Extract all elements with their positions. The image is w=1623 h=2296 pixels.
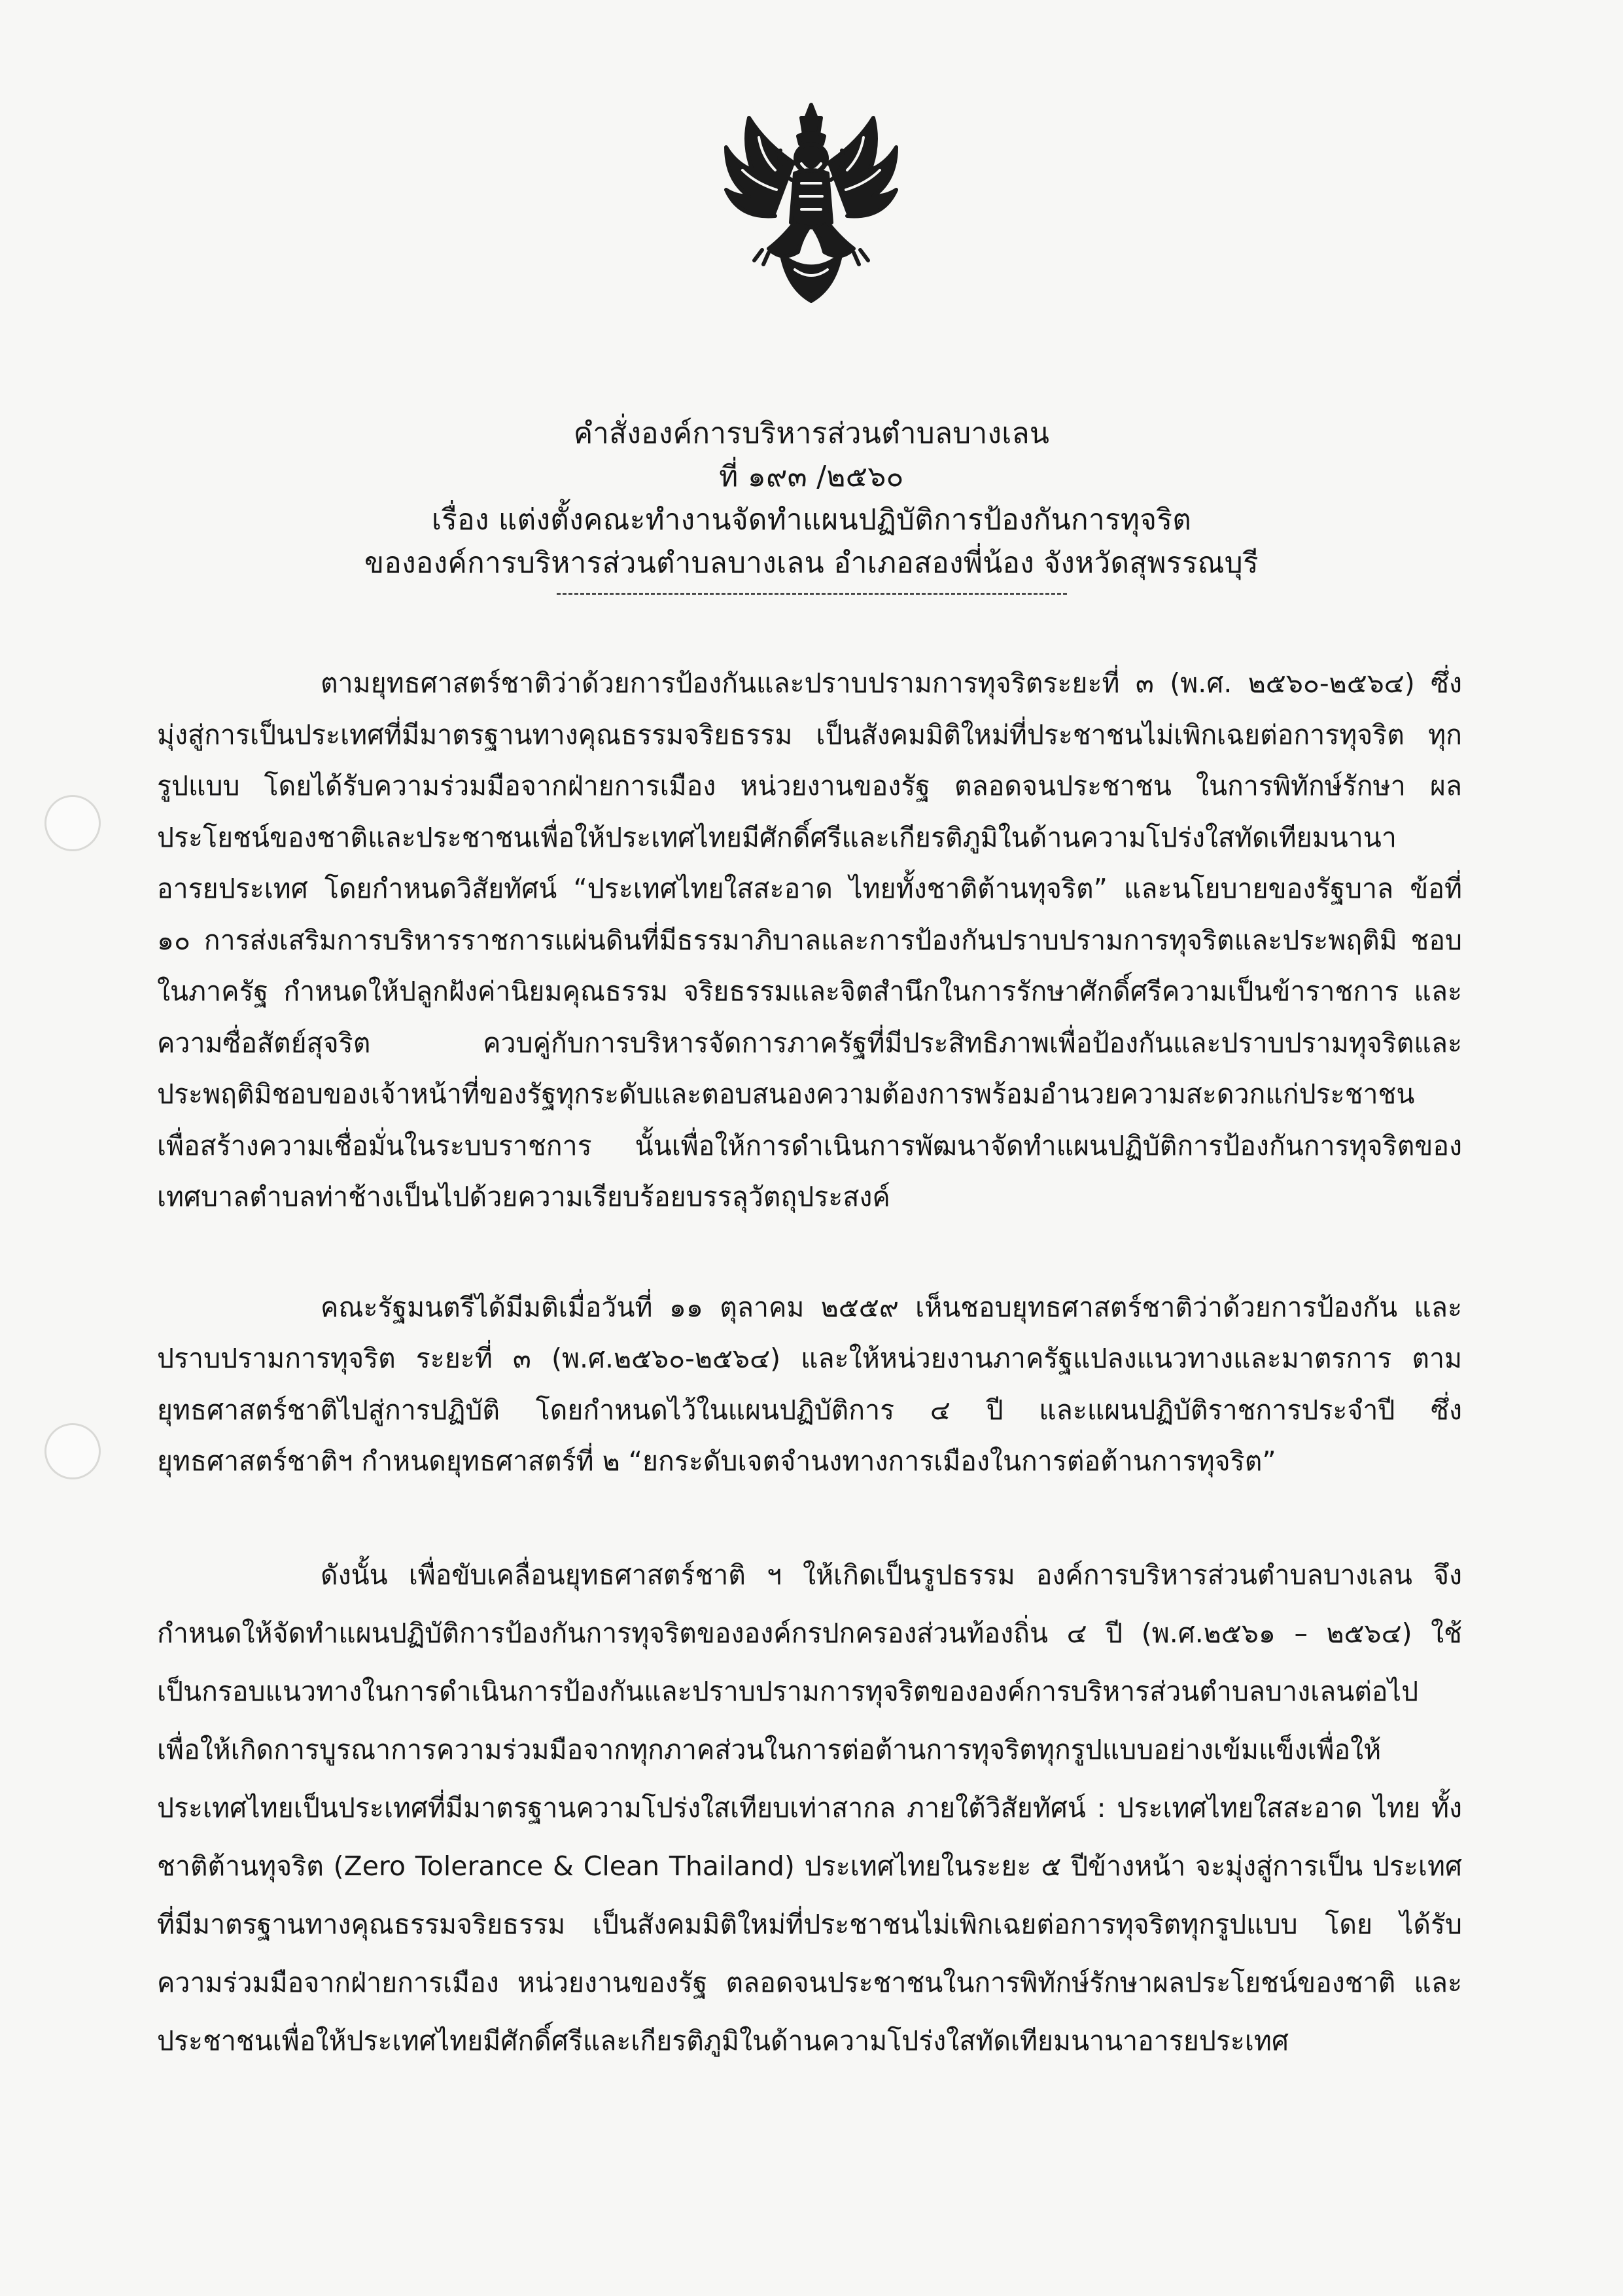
garuda-emblem-icon <box>703 98 919 314</box>
document-body <box>157 658 1462 2070</box>
order-title: คำสั่งองค์การบริหารส่วนตำบลบางเลน <box>573 417 1050 450</box>
order-number: ที่ ๑๙๓ /๒๕๖๐ <box>719 460 904 493</box>
document-header <box>196 412 1427 595</box>
punch-hole <box>44 795 101 851</box>
punch-hole <box>44 1423 101 1479</box>
body-paragraph: ตามยุทธศาสตร์ชาติว่าด้วยการป้องกันและปราบปรามการทุจริตระยะที่ ๓ (พ.ศ. ๒๕๖๐-๒๕๖๔) ซึ่งมุ่งสู่การเป็นประเทศที่มีมาตรฐานทางคุณธรรมจริยธรรม เป็นสังคมมิติใหม่ที่ประชาชนไม่เพิกเฉยต่อการทุจริต ทุกรูปแบบ โดยได้รับความร่วมมือจากฝ่ายการเมือง หน่วยงานของรัฐ ตลอดจนประชาชน ในการพิทักษ์รักษา ผลประโยชน์ของชาติและประชาชนเพื่อให้ประเทศไทยมีศักดิ์ศรีและเกียรติภูมิในด้านความโปร่งใสทัดเทียมนานา อารยประเทศ โดยกำหนดวิสัยทัศน์ “ประเทศไทยใสสะอาด ไทยทั้งชาติต้านทุจริต” และนโยบายของรัฐบาล ข้อที่ ๑๐ การส่งเสริมการบริหารราชการแผ่นดินที่มีธรรมาภิบาลและการป้องกันปราบปรามการทุจริตและประพฤติมิ ชอบในภาครัฐ กำหนดให้ปลูกฝังค่านิยมคุณธรรม จริยธรรมและจิตสำนึกในการรักษาศักดิ์ศรีความเป็นข้าราชการ และความซื่อสัตย์สุจริต ควบคู่กับการบริหารจัดการภาครัฐที่มีประสิทธิภาพเพื่อป้องกันและปราบปรามทุจริตและ ประพฤติมิชอบของเจ้าหน้าที่ของรัฐทุกระดับและตอบสนองความต้องการพร้อมอำนวยความสะดวกแก่ประชาชน เพื่อสร้างความเชื่อมั่นในระบบราชการ นั้นเพื่อให้การดำเนินการพัฒนาจัดทำแผนปฏิบัติการป้องกันการทุจริตของ เทศบาลตำบลท่าช้างเป็นไปด้วยความเรียบร้อยบรรลุวัตถุประสงค์ <box>157 667 1462 1212</box>
order-subject: เรื่อง แต่งตั้งคณะทำงานจัดทำแผนปฏิบัติการป้องกันการทุจริต <box>431 503 1192 537</box>
order-organization: ขององค์การบริหารส่วนตำบลบางเลน อำเภอสองพี่น้อง จังหวัดสุพรรณบุรี <box>364 546 1259 580</box>
body-paragraph: ดังนั้น เพื่อขับเคลื่อนยุทธศาสตร์ชาติ ฯ ให้เกิดเป็นรูปธรรม องค์การบริหารส่วนตำบลบางเลน จึง กำหนดให้จัดทำแผนปฏิบัติการป้องกันการทุจริตขององค์กรปกครองส่วนท้องถิ่น ๔ ปี (พ.ศ.๒๕๖๑ – ๒๕๖๔) ใช้ เป็นกรอบแนวทางในการดำเนินการป้องกันและปราบปรามการทุจริตขององค์การบริหารส่วนตำบลบางเลนต่อไป เพื่อให้เกิดการบูรณาการความร่วมมือจากทุกภาคส่วนในการต่อต้านการทุจริตทุกรูปแบบอย่างเข้มแข็งเพื่อให้ ประเทศไทยเป็นประเทศที่มีมาตรฐานความโปร่งใสเทียบเท่าสากล ภายใต้วิสัยทัศน์ : ประเทศไทยใสสะอาด ไทย ทั้งชาติต้านทุจริต (Zero Tolerance & Clean Thailand) ประเทศไทยในระยะ ๕ ปีข้างหน้า จะมุ่งสู่การเป็น ประเทศที่มีมาตรฐานทางคุณธรรมจริยธรรม เป็นสังคมมิติใหม่ที่ประชาชนไม่เพิกเฉยต่อการทุจริตทุกรูปแบบ โดย ได้รับความร่วมมือจากฝ่ายการเมือง หน่วยงานของรัฐ ตลอดจนประชาชนในการพิทักษ์รักษาผลประโยชน์ของชาติ และประชาชนเพื่อให้ประเทศไทยมีศักดิ์ศรีและเกียรติภูมิในด้านความโปร่งใสทัดเทียมนานาอารยประเทศ <box>157 1559 1462 2057</box>
header-divider <box>557 593 1067 595</box>
body-paragraph: คณะรัฐมนตรีได้มีมติเมื่อวันที่ ๑๑ ตุลาคม ๒๕๕๙ เห็นชอบยุทธศาสตร์ชาติว่าด้วยการป้องกัน และปราบปรามการทุจริต ระยะที่ ๓ (พ.ศ.๒๕๖๐-๒๕๖๔) และให้หน่วยงานภาครัฐแปลงแนวทางและมาตรการ ตามยุทธศาสตร์ชาติไปสู่การปฏิบัติ โดยกำหนดไว้ในแผนปฏิบัติการ ๔ ปี และแผนปฏิบัติราชการประจำปี ซึ่ง ยุทธศาสตร์ชาติฯ กำหนดยุทธศาสตร์ที่ ๒ “ยกระดับเจตจำนงทางการเมืองในการต่อต้านการทุจริต” <box>157 1291 1462 1477</box>
